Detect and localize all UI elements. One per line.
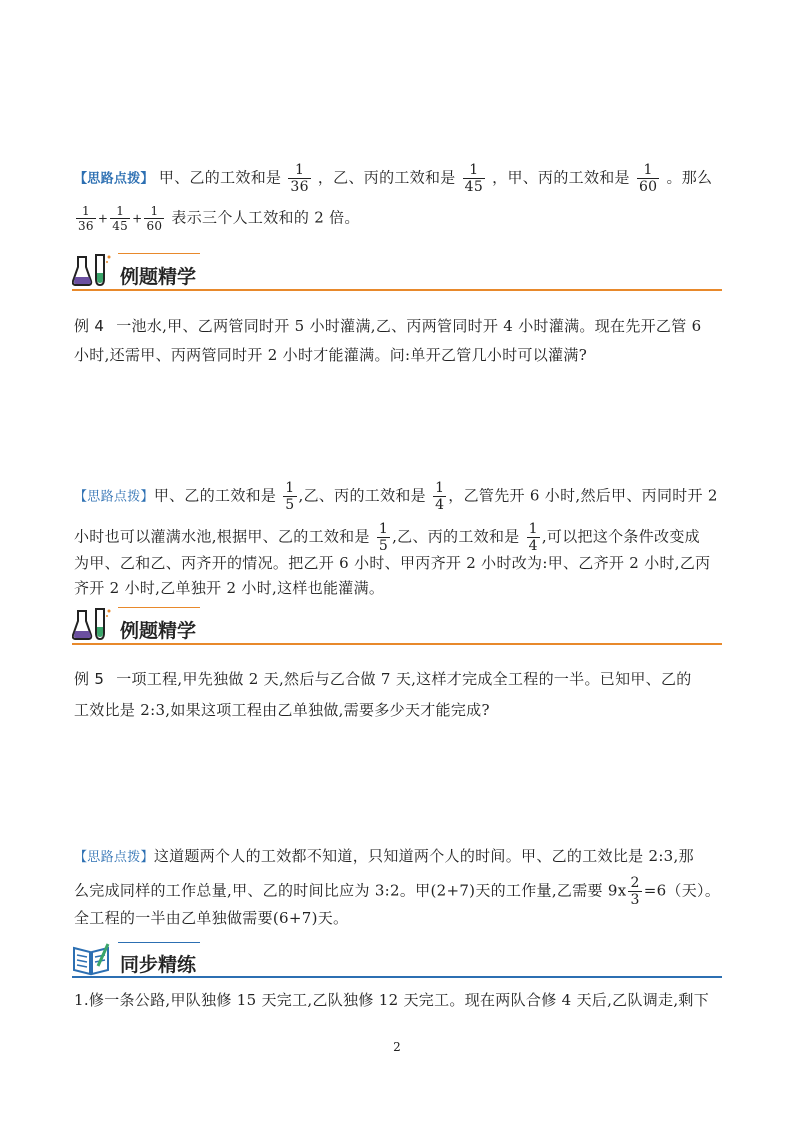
example-4-line2 (74, 345, 587, 365)
hint-text: ,乙、丙的工效和是 (392, 527, 520, 546)
hint1-line2: $\frac{1}{36}$ + $\frac{1}{45}$ + $\frac{1}{60}$ 表示三个人工效和的 2 倍。 (78, 204, 360, 233)
example-text: 一项工程,甲先独做 2 天,然后与乙合做 7 天,这样才完成全工程的一半。已知甲、乙的 (116, 670, 692, 688)
flask-icon (72, 607, 112, 641)
hint-tag: 【思路点拨】 (74, 171, 154, 187)
section-title: 同步精练 (120, 954, 197, 976)
hint-text: 这道题两个人的工效都不知道，只知道两个人的时间。甲、乙的工效比是 2:3,那 (153, 847, 694, 865)
hint-text: 全工程的一半由乙单独做需要(6+7)天。 (74, 909, 349, 927)
fraction: $\frac{1}{4}$ (528, 521, 538, 554)
section-accent-rule (118, 607, 200, 608)
example-4-line1 (74, 316, 701, 336)
hint-text: ，乙管先开 6 小时,然后甲、丙同时开 2 (448, 486, 718, 505)
hint-text: 甲、乙的工效和是 (153, 486, 277, 505)
hint1-line1 (74, 162, 712, 195)
hint-text: ，乙、丙的工效和是 (317, 168, 456, 187)
hint-text: 。那么 (666, 168, 713, 187)
hint-text: =6（天）。 (643, 881, 721, 900)
example-text: 工效比是 2:3,如果这项工程由乙单独做,需要多少天才能完成? (74, 701, 490, 719)
practice-line1 (74, 990, 709, 1010)
hint-tag: 【思路点拨】 (74, 489, 154, 505)
hint-text: ,可以把这个条件改变成 (541, 527, 700, 546)
fraction: $\frac{1}{5}$ (378, 521, 389, 554)
hint-text: 为甲、乙和乙、丙齐开的情况。把乙开 6 小时、甲丙齐开 2 小时改为:甲、乙齐开 2 小时,乙丙 (74, 554, 711, 572)
section-accent-rule (118, 942, 200, 943)
hint3-line3 (74, 908, 348, 928)
practice-text: 1.修一条公路,甲队独修 15 天完工,乙队独修 12 天完工。现在两队合修 4 天后,乙队调走,剩下 (74, 991, 710, 1009)
section-accent-rule (118, 253, 200, 254)
fraction: $\frac{2}{3}$ (630, 875, 640, 908)
hint-text: ，甲、丙的工效和是 (492, 168, 630, 187)
hint2-line4 (74, 578, 384, 598)
hint-text: ,乙、丙的工效和是 (298, 486, 426, 505)
hint-text: 表示三个人工效和的 2 倍。 (171, 208, 360, 227)
section-rule (72, 976, 722, 978)
hint3-line2 (74, 875, 720, 908)
book-icon (72, 942, 112, 976)
hint-text: 齐开 2 小时,乙单独开 2 小时,这样也能灌满。 (74, 579, 385, 597)
hint-text: 小时也可以灌满水池,根据甲、乙的工效和是 (74, 527, 370, 546)
hint-tag: 【思路点拨】 (74, 850, 154, 865)
example-5-line2 (74, 700, 490, 720)
hint-text: 么完成同样的工作总量,甲、乙的时间比应为 3:2。甲(2+7)天的工作量,乙需要 9x (74, 881, 627, 900)
fraction: $\frac{1}{36}$ (78, 204, 94, 233)
hint-text: 甲、乙的工效和是 (158, 168, 282, 187)
section-rule (72, 289, 722, 291)
page-number: 2 (393, 1040, 401, 1054)
hint2-line1 (74, 480, 718, 513)
example-text: 小时,还需甲、丙两管同时开 2 小时才能灌满。问:单开乙管几小时可以灌满? (74, 346, 588, 364)
hint3-line1 (74, 846, 694, 868)
fraction: $\frac{1}{36}$ (290, 162, 309, 195)
section-title: 例题精学 (120, 620, 197, 642)
hint2-line3 (74, 553, 710, 573)
fraction: $\frac{1}{60}$ (638, 162, 658, 195)
fraction: $\frac{1}{4}$ (435, 480, 445, 513)
example-label: 例 4 (74, 317, 105, 335)
fraction: $\frac{1}{5}$ (285, 480, 295, 513)
section-title: 例题精学 (120, 266, 197, 288)
fraction: $\frac{1}{45}$ (112, 204, 129, 233)
example-label: 例 5 (74, 670, 105, 688)
example-text: 一池水,甲、乙两管同时开 5 小时灌满,乙、丙两管同时开 4 小时灌满。现在先开乙管 6 (116, 317, 702, 335)
flask-icon (72, 253, 112, 287)
section-rule (72, 643, 722, 645)
fraction: $\frac{1}{45}$ (464, 162, 484, 195)
example-5-line1 (74, 669, 692, 689)
hint2-line2 (74, 521, 700, 554)
fraction: $\frac{1}{60}$ (146, 204, 163, 233)
